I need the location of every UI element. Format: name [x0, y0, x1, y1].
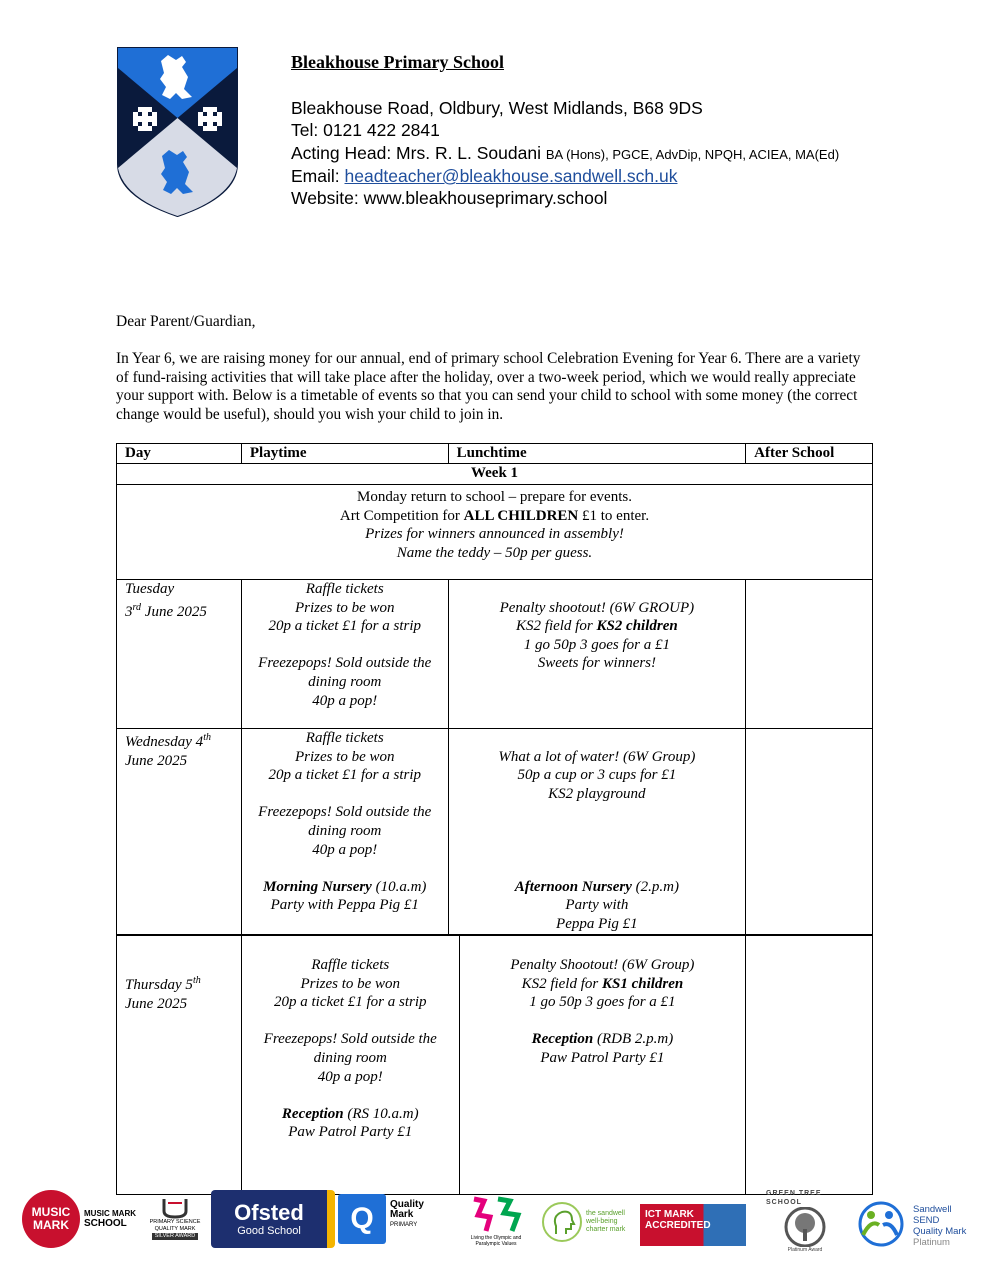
- green-tree-sub: Platinum Award: [787, 1247, 823, 1253]
- wednesday-row: [117, 729, 873, 935]
- ict-mark-text: ICT MARK ACCREDITED: [645, 1209, 711, 1231]
- psqm-text: PRIMARY SCIENCE QUALITY MARK: [149, 1218, 201, 1232]
- thursday-reception-line: [250, 1105, 451, 1124]
- wednesday-nursery-line: [250, 878, 440, 897]
- thursday-lunchtime: [459, 936, 746, 1195]
- wednesday-lunch-line: What a lot of water! (6W Group): [498, 748, 696, 765]
- send-quality-mark-logo: [913, 1203, 983, 1249]
- tuesday-row: [117, 580, 873, 729]
- thursday-play-line: dining room: [313, 1049, 387, 1066]
- spacer: [457, 729, 738, 748]
- wednesday-play-line: Prizes to be won: [294, 748, 395, 765]
- music-mark-school-line2: SCHOOL: [84, 1218, 127, 1229]
- wednesday-play-line: Raffle tickets: [305, 730, 384, 746]
- tuesday-lunch-line: 1 go 50p 3 goes for a £1: [523, 636, 670, 653]
- tuesday-play-line: Raffle tickets: [305, 581, 384, 597]
- monday-line-4: Name the teddy – 50p per guess.: [396, 544, 593, 561]
- thursday-play-line: Raffle tickets: [311, 957, 390, 973]
- monday-line-2-post: £1 to enter.: [578, 507, 650, 524]
- greeting: Dear Parent/Guardian,: [116, 313, 256, 330]
- spacer: [457, 841, 738, 860]
- psqm-icon: [160, 1197, 190, 1219]
- thursday-playtime: [241, 936, 459, 1195]
- school-telephone: Tel: 0121 422 2841: [291, 120, 440, 140]
- thursday-after-school: [746, 936, 873, 1195]
- ict-mark-logo: [640, 1204, 746, 1246]
- thursday-lunch-pre: KS2 field for: [521, 975, 602, 992]
- spacer: [457, 580, 738, 599]
- week-row: [117, 464, 873, 485]
- wednesday-day-name: [125, 729, 233, 752]
- tuesday-play-line: Freezepops! Sold outside the: [258, 655, 432, 672]
- tuesday-play-line: Prizes to be won: [294, 599, 395, 616]
- music-mark-logo: [22, 1190, 80, 1248]
- afternoon-nursery-rest: (2.p.m): [631, 878, 679, 895]
- wednesday-play-line: Freezepops! Sold outside the: [258, 804, 432, 821]
- monday-line-1: Monday return to school – prepare for events.: [357, 489, 632, 505]
- thursday-reception-bold: Reception: [281, 1105, 344, 1122]
- send-line-1: Sandwell: [913, 1204, 952, 1215]
- quality-mark-icon: Q: [338, 1194, 386, 1244]
- acting-head-name: Acting Head: Mrs. R. L. Soudani: [291, 143, 541, 163]
- thursday-play-line: 40p a pop!: [317, 1068, 383, 1085]
- wednesday-play-line: 40p a pop!: [312, 841, 378, 858]
- tuesday-day-name: Tuesday: [125, 581, 175, 597]
- thursday-reception-line: Paw Patrol Party £1: [288, 1124, 413, 1141]
- week-label: Week 1: [117, 464, 873, 485]
- wednesday-play-line: dining room: [308, 822, 382, 839]
- send-quality-mark-icon: [852, 1200, 910, 1248]
- tuesday-lunchtime: [448, 580, 746, 729]
- green-tree-school-logo: [766, 1186, 844, 1256]
- email-link[interactable]: headteacher@bleakhouse.sandwell.sch.uk: [344, 166, 678, 186]
- wednesday-lunchtime: [448, 729, 746, 935]
- music-mark-school-line1: MUSIC MARK: [84, 1209, 136, 1218]
- wednesday-nursery-line: Party with Peppa Pig £1: [270, 897, 419, 914]
- header-lunchtime: Lunchtime: [448, 444, 746, 464]
- tuesday-lunch-line: [457, 617, 738, 636]
- tuesday-lunch-bold: KS2 children: [596, 618, 678, 635]
- wednesday-day-sup: th: [203, 732, 211, 743]
- school-crest-logo: [116, 46, 239, 218]
- wellbeing-charter-logo: [542, 1196, 632, 1248]
- thursday-lunch-reception: [468, 1030, 738, 1049]
- thursday-row: [117, 936, 873, 1195]
- tuesday-play-line: 40p a pop!: [312, 692, 378, 709]
- tuesday-playtime: [241, 580, 448, 729]
- wednesday-nursery-bold: Morning Nursery: [263, 878, 372, 895]
- thursday-reception-rest: (RS 10.a.m): [343, 1105, 419, 1122]
- thursday-lunch-line: [468, 975, 738, 994]
- quality-mark-text: Quality Mark: [390, 1199, 424, 1220]
- wednesday-play-line: 20p a ticket £1 for a strip: [268, 767, 421, 784]
- acting-head-qualifications: BA (Hons), PGCE, AdvDip, NPQH, ACIEA, MA(Ed): [545, 147, 840, 162]
- green-tree-text: GREEN TREE SCHOOL: [766, 1190, 822, 1206]
- music-mark-school-label: [84, 1206, 136, 1232]
- wednesday-afternoon-nursery: [457, 878, 738, 897]
- spacer: [468, 1012, 738, 1031]
- timetable-week1-part1: [116, 443, 873, 935]
- wednesday-lunch-line: Peppa Pig £1: [556, 915, 638, 932]
- thursday-day: [117, 936, 242, 1195]
- tuesday-play-line: 20p a ticket £1 for a strip: [268, 618, 421, 635]
- timetable-week1-part2: [116, 935, 873, 1195]
- thursday-lunch-line: Penalty Shootout! (6W Group): [510, 957, 695, 973]
- monday-row: [117, 485, 873, 580]
- wednesday-day: [117, 729, 242, 935]
- tree-icon: [783, 1207, 827, 1247]
- monday-events: [117, 485, 873, 580]
- tuesday-play-line: dining room: [308, 673, 382, 690]
- thursday-lunch-bold: KS1 children: [601, 975, 684, 992]
- thursday-date: June 2025: [125, 995, 188, 1012]
- wednesday-lunch-line: 50p a cup or 3 cups for £1: [517, 767, 677, 784]
- monday-line-2-pre: Art Competition for: [339, 507, 464, 524]
- tuesday-lunch-line: Sweets for winners!: [537, 655, 657, 672]
- acting-head: [291, 142, 839, 166]
- school-email: [291, 165, 677, 187]
- school-name: Bleakhouse Primary School: [291, 52, 505, 72]
- psqm-logo: [144, 1192, 206, 1244]
- tuesday-lunch-pre: KS2 field for: [516, 618, 597, 635]
- thursday-lunch-line: Paw Patrol Party £1: [540, 1049, 665, 1066]
- spacer: [250, 785, 440, 804]
- olympic-values-logo: [466, 1190, 526, 1252]
- thursday-lunch-line: 1 go 50p 3 goes for a £1: [529, 994, 676, 1011]
- tuesday-day: [117, 580, 242, 729]
- send-line-4: Platinum: [913, 1237, 950, 1248]
- send-figures-icon: [853, 1201, 909, 1247]
- wednesday-lunch-line: Party with: [565, 897, 629, 914]
- tuesday-after-school: [746, 580, 873, 729]
- school-address: Bleakhouse Road, Oldbury, West Midlands, B68 9DS: [291, 98, 703, 118]
- tuesday-date-num: 3: [125, 603, 133, 620]
- spacer: [457, 803, 738, 822]
- thursday-day-name: [125, 972, 233, 995]
- wednesday-date: June 2025: [125, 752, 188, 769]
- ofsted-logo: [211, 1190, 335, 1248]
- quality-mark-sub: PRIMARY: [390, 1222, 418, 1228]
- send-line-2: SEND: [913, 1215, 940, 1226]
- spacer: [250, 636, 440, 655]
- tuesday-date-rest: June 2025: [141, 603, 207, 620]
- thursday-day-sup: th: [192, 975, 201, 986]
- tuesday-date: [125, 599, 233, 622]
- tuesday-lunch-line: Penalty shootout! (6W GROUP): [499, 599, 695, 616]
- intro-paragraph: In Year 6, we are raising money for our annual, end of primary school Celebration Evening for Year 6. There are a variety of fund-raising activities that will take place after the holiday, over a two-week period, which we would really appreciate your support with. Below is a timetable of events so that you can send your child to school with some money (the correct change would be useful), should you wish your child to join in.: [116, 350, 861, 423]
- wednesday-playtime: [241, 729, 448, 935]
- quality-mark-logo: [390, 1200, 448, 1230]
- send-line-3: Quality Mark: [913, 1226, 967, 1237]
- wellbeing-text: the sandwell well-being charter mark: [586, 1210, 626, 1233]
- school-website: Website: www.bleakhouseprimary.school: [291, 188, 608, 208]
- spacer: [250, 859, 440, 878]
- tuesday-date-sup: rd: [132, 601, 142, 613]
- thursday-play-line: 20p a ticket £1 for a strip: [274, 994, 427, 1011]
- music-mark-text: MUSIC MARK: [31, 1205, 71, 1232]
- wednesday-after-school: [746, 729, 873, 935]
- ofsted-text: Ofsted: [234, 1199, 304, 1225]
- spacer: [457, 859, 738, 878]
- spacer: [250, 1012, 451, 1031]
- header-playtime: Playtime: [241, 444, 448, 464]
- wednesday-day-text: Wednesday 4: [125, 734, 204, 750]
- thursday-play-line: Freezepops! Sold outside the: [263, 1031, 437, 1048]
- monday-line-2-bold: ALL CHILDREN: [463, 507, 579, 524]
- table-header-row: [117, 444, 873, 464]
- header-day: Day: [117, 444, 242, 464]
- olympic-2012-icon: [468, 1195, 524, 1235]
- thursday-lunch-reception-rest: (RDB 2.p.m): [593, 1031, 674, 1048]
- wellbeing-head-icon: [542, 1200, 582, 1244]
- olympic-caption: Living the Olympic and Paralympic Values: [470, 1235, 522, 1247]
- wednesday-nursery-rest: (10.a.m): [371, 878, 427, 895]
- header-after-school: After School: [746, 444, 873, 464]
- email-label: Email:: [291, 166, 340, 186]
- thursday-day-text: Thursday 5: [125, 977, 193, 993]
- thursday-play-line: Prizes to be won: [300, 975, 401, 992]
- afternoon-nursery-bold: Afternoon Nursery: [514, 878, 632, 895]
- spacer: [250, 1086, 451, 1105]
- ofsted-sub: Good School: [237, 1224, 301, 1237]
- monday-line-2: [125, 507, 864, 526]
- spacer: [457, 822, 738, 841]
- monday-line-3: Prizes for winners announced in assembly!: [365, 526, 624, 543]
- wednesday-lunch-line: KS2 playground: [548, 785, 646, 802]
- thursday-lunch-reception-bold: Reception: [531, 1031, 594, 1048]
- psqm-award: SILVER AWARD: [152, 1233, 198, 1240]
